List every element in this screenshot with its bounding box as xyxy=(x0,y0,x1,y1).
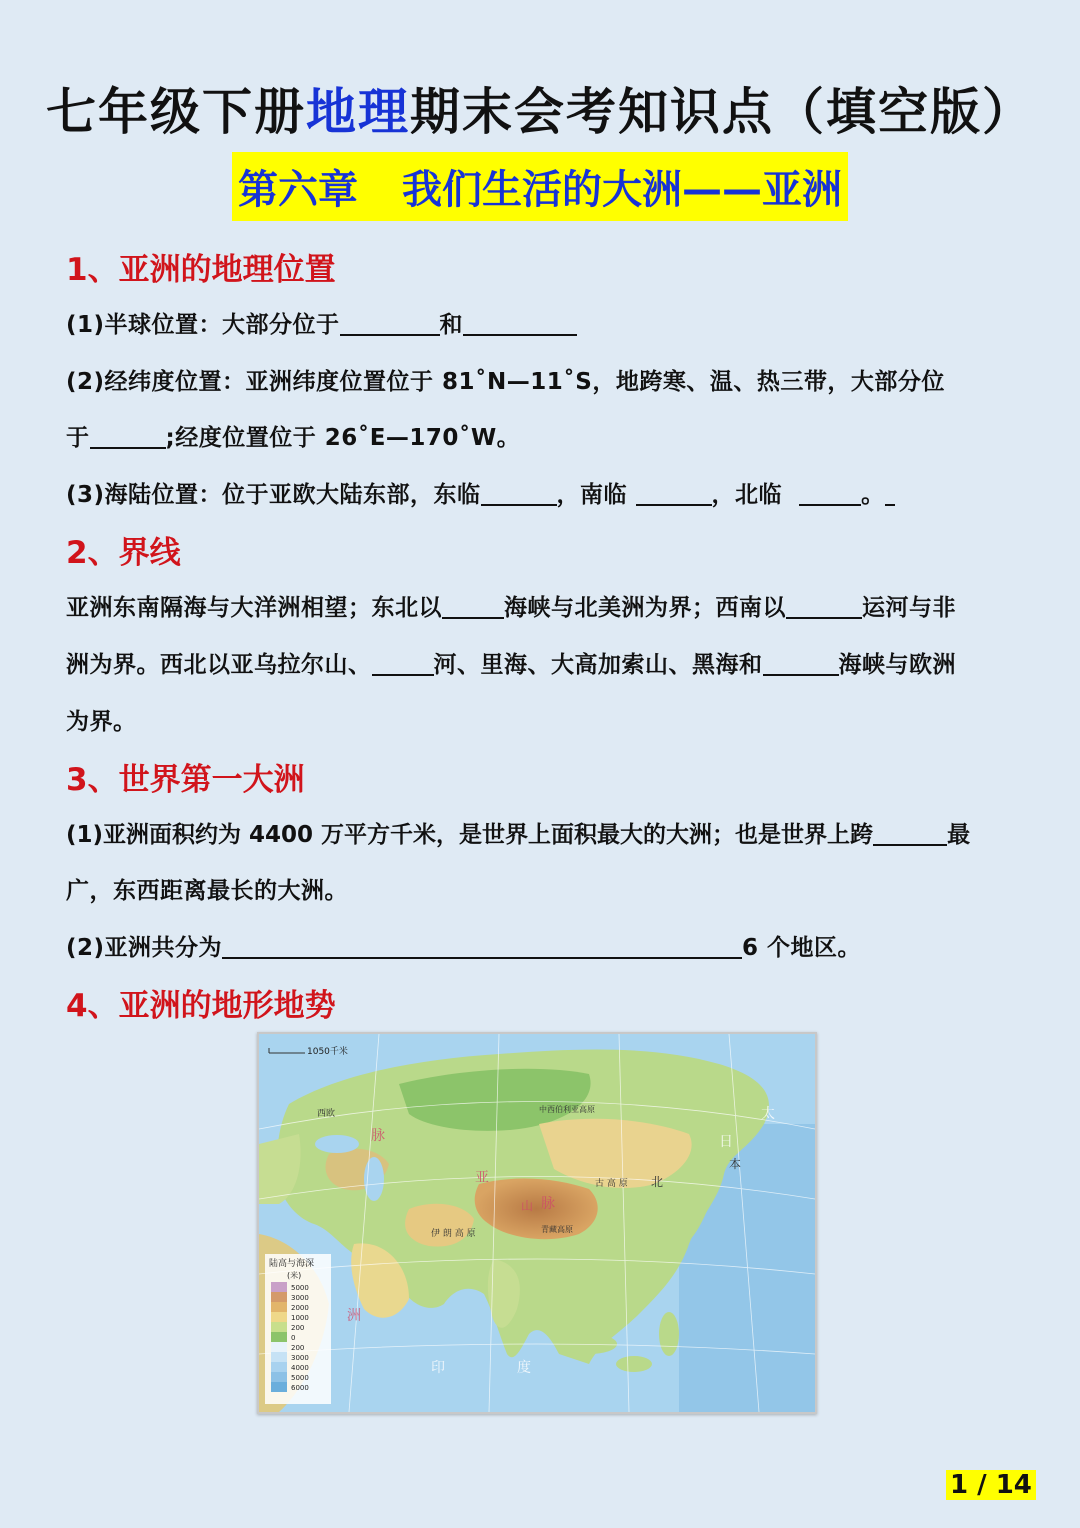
map-label: 中西伯利亚高原 xyxy=(539,1105,595,1114)
legend-swatch xyxy=(271,1362,287,1372)
map-label: 脉 xyxy=(371,1128,385,1144)
map-label: 北 xyxy=(651,1175,664,1189)
legend-swatch xyxy=(271,1382,287,1392)
legend-title: 陆高与海深 xyxy=(269,1259,315,1269)
map-graphic xyxy=(259,1034,815,1412)
page-title: 七年级下册地理期末会考知识点（填空版） xyxy=(46,83,1034,141)
legend-value: 200 xyxy=(291,1324,305,1332)
legend-value: 4000 xyxy=(291,1364,309,1372)
map-label: 西欧 xyxy=(317,1109,336,1119)
map-label: 亚 xyxy=(475,1170,489,1186)
legend-value: 5000 xyxy=(291,1284,309,1292)
legend-value: 3000 xyxy=(291,1354,309,1362)
asia-topographic-map xyxy=(257,1032,817,1414)
legend-value: 6000 xyxy=(291,1384,309,1392)
map-label: 脉 xyxy=(541,1196,555,1212)
s3-line-2: 广，东西距离最长的大洲。 xyxy=(66,878,348,904)
legend-swatch xyxy=(271,1342,287,1352)
map-label: 日 xyxy=(719,1134,733,1150)
s2-line-2: 洲为界。西北以亚乌拉尔山、 河、里海、大高加索山、黑海和 海峡与欧洲 xyxy=(66,652,956,678)
legend-value: 200 xyxy=(291,1344,305,1352)
map-label: 本 xyxy=(729,1157,742,1171)
map-label: 伊 朗 高 原 xyxy=(431,1229,476,1239)
map-label: 洲 xyxy=(347,1308,361,1324)
s3-line-3: (2)亚洲共分为 6 个地区。 xyxy=(66,935,862,961)
map-label: 印 xyxy=(431,1360,445,1376)
legend-swatch xyxy=(271,1282,287,1292)
section-3-heading: 3、世界第一大洲 xyxy=(66,762,305,798)
s2-line-3: 为界。 xyxy=(66,709,137,735)
legend-swatch xyxy=(271,1332,287,1342)
legend-value: 3000 xyxy=(291,1294,309,1302)
legend-value: 1000 xyxy=(291,1314,309,1322)
s1-line-3: 于 ;经度位置位于 26˚E—170˚W。 xyxy=(66,425,521,451)
map-label: 太 xyxy=(761,1106,775,1122)
s3-line-1: (1)亚洲面积约为 4400 万平方千米，是世界上面积最大的大洲；也是世界上跨 最 xyxy=(66,822,971,848)
legend-swatch xyxy=(271,1312,287,1322)
legend-value: 2000 xyxy=(291,1304,309,1312)
section-2-heading: 2、界线 xyxy=(66,535,181,571)
s1-line-2: (2)经纬度位置：亚洲纬度位置位于 81˚N—11˚S，地跨寒、温、热三带，大部分位 xyxy=(66,369,945,395)
map-label: 山 xyxy=(521,1199,534,1213)
chapter-banner: 第六章 我们生活的大洲——亚洲 xyxy=(232,152,848,221)
legend-swatch xyxy=(271,1292,287,1302)
legend-value: 5000 xyxy=(291,1374,309,1382)
s1-line-4: (3)海陆位置：位于亚欧大陆东部，东临 ，南临 ，北临 。 xyxy=(66,476,1016,509)
section-4-heading: 4、亚洲的地形地势 xyxy=(66,988,336,1024)
section-1-heading: 1、亚洲的地理位置 xyxy=(66,252,336,288)
legend-value: 0 xyxy=(291,1334,296,1342)
legend-swatch xyxy=(271,1372,287,1382)
s2-line-1: 亚洲东南隔海与大洋洲相望；东北以 海峡与北美洲为界；西南以 运河与非 xyxy=(66,595,956,621)
legend-swatch xyxy=(271,1322,287,1332)
legend-swatch xyxy=(271,1302,287,1312)
map-label: 古 高 原 xyxy=(595,1179,628,1189)
map-scale: 1050千米 xyxy=(307,1047,348,1057)
legend-unit: (米) xyxy=(287,1271,302,1280)
s1-line-1: (1)半球位置：大部分位于 和 xyxy=(66,306,1016,339)
legend-swatch xyxy=(271,1352,287,1362)
page-number: 1 / 14 xyxy=(946,1470,1036,1500)
map-label: 度 xyxy=(517,1360,531,1376)
map-label: 青藏高原 xyxy=(541,1225,573,1234)
